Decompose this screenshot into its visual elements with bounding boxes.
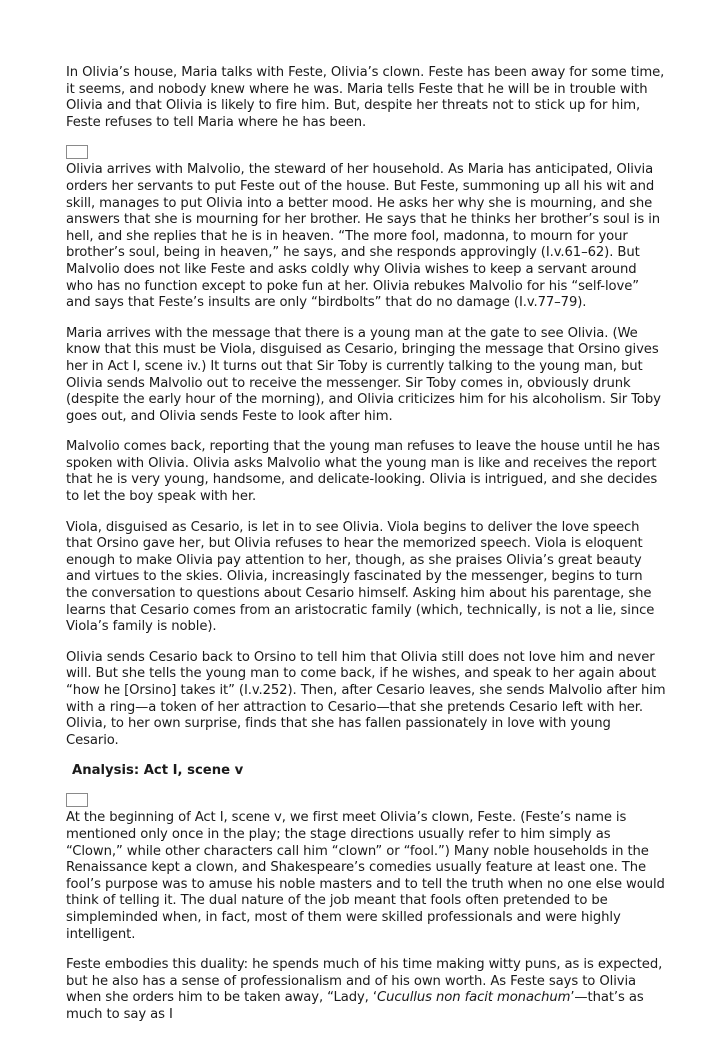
- document-body: [66, 65, 666, 1038]
- summary-paragraph-6: Olivia sends Cesario back to Orsino to tell him that Olivia still does not love him and never will. But she tells the young man to come back, if he wishes, and speak to her again about “how he [Orsino] takes it” (I.v.252). Then, after Cesario leaves, she sends Malvolio after him with a ring—a token of her attraction to Cesario—that she pretends Cesario left with her. Olivia, to her own surprise, finds that she has fallen passionately in love with young Cesario.: [66, 649, 666, 748]
- section-heading: Analysis: Act I, scene v: [72, 763, 244, 779]
- analysis-text: Feste embodies this duality: he spends much of his time making witty puns, as is expected, but he also has a sense of professionalism and of his own worth. As Feste says to Olivia when she orders him to be taken away, “Lady, ‘: [66, 957, 663, 1006]
- analysis-paragraph-2: [66, 957, 666, 1023]
- summary-paragraph-3: Maria arrives with the message that there is a young man at the gate to see Olivia. (We know that this must be Viola, disguised as Cesario, bringing the message that Orsino gives her in Act I, scene iv.) It turns out that Sir Toby is currently talking to the young man, but Olivia sends Malvolio out to receive the messenger. Sir Toby comes in, obviously drunk (despite the early hour of the morning), and Olivia criticizes him for his alcoholism. Sir Toby goes out, and Olivia sends Feste to look after him.: [66, 325, 661, 424]
- summary-paragraph-5: Viola, disguised as Cesario, is let in to see Olivia. Viola begins to deliver the love speech that Orsino gave her, but Olivia refuses to hear the memorized speech. Viola is eloquent enough to make Olivia pay attention to her, though, as she praises Olivia’s great beauty and virtues to the skies. Olivia, increasingly fascinated by the messenger, begins to turn the conversation to questions about Cesario himself. Asking him about his parentage, she learns that Cesario comes from an aristocratic family (which, technically, is not a lie, since Viola’s family is noble).: [66, 519, 655, 635]
- latin-quote: Cucullus non facit monachum: [376, 990, 571, 1006]
- summary-paragraph-4: Malvolio comes back, reporting that the young man refuses to leave the house until he has spoken with Olivia. Olivia asks Malvolio what the young man is like and receives the report that he is very young, handsome, and delicate-looking. Olivia is intrigued, and she decides to let the boy speak with her.: [66, 439, 660, 505]
- analysis-text: ’—that’s as much to say as I: [66, 990, 644, 1022]
- analysis-paragraph-1: At the beginning of Act I, scene v, we first meet Olivia’s clown, Feste. (Feste’s name is mentioned only once in the play; the stage directions usually refer to him simply as “Clown,” while other characters call him “clown” or “fool.”) Many noble households in the Renaissance kept a clown, and Shakespeare’s comedies usually feature at least one. The fool’s purpose was to amuse his noble masters and to tell the truth when no one else would think of telling it. The dual nature of the job meant that fools often pretended to be simpleminded when, in fact, most of them were skilled professionals and were highly intelligent.: [66, 810, 665, 942]
- broken-image-placeholder-icon: [66, 793, 88, 807]
- summary-paragraph-2: Olivia arrives with Malvolio, the steward of her household. As Maria has anticipated, Olivia orders her servants to put Feste out of the house. But Feste, summoning up all his wit and skill, manages to put Olivia into a better mood. He asks her why she is mourning, and she answers that she is mourning for her brother. He says that he thinks her brother’s soul is in hell, and she replies that he is in heaven. “The more fool, madonna, to mourn for your brother’s soul, being in heaven,” he says, and she responds approvingly (I.v.61–62). But Malvolio does not like Feste and asks coldly why Olivia wishes to keep a servant around who has no function except to poke fun at her. Olivia rebukes Malvolio for his “self-love” and says that Feste’s insults are only “birdbolts” that do no damage (I.v.77–79).: [66, 162, 661, 311]
- summary-paragraph-1: In Olivia’s house, Maria talks with Feste, Olivia’s clown. Feste has been away for some time, it seems, and nobody knew where he was. Maria tells Feste that he will be in trouble with Olivia and that Olivia is likely to fire him. But, despite her threats not to stick up for him, Feste refuses to tell Maria where he has been.: [66, 65, 665, 130]
- broken-image-placeholder-icon: [66, 145, 88, 159]
